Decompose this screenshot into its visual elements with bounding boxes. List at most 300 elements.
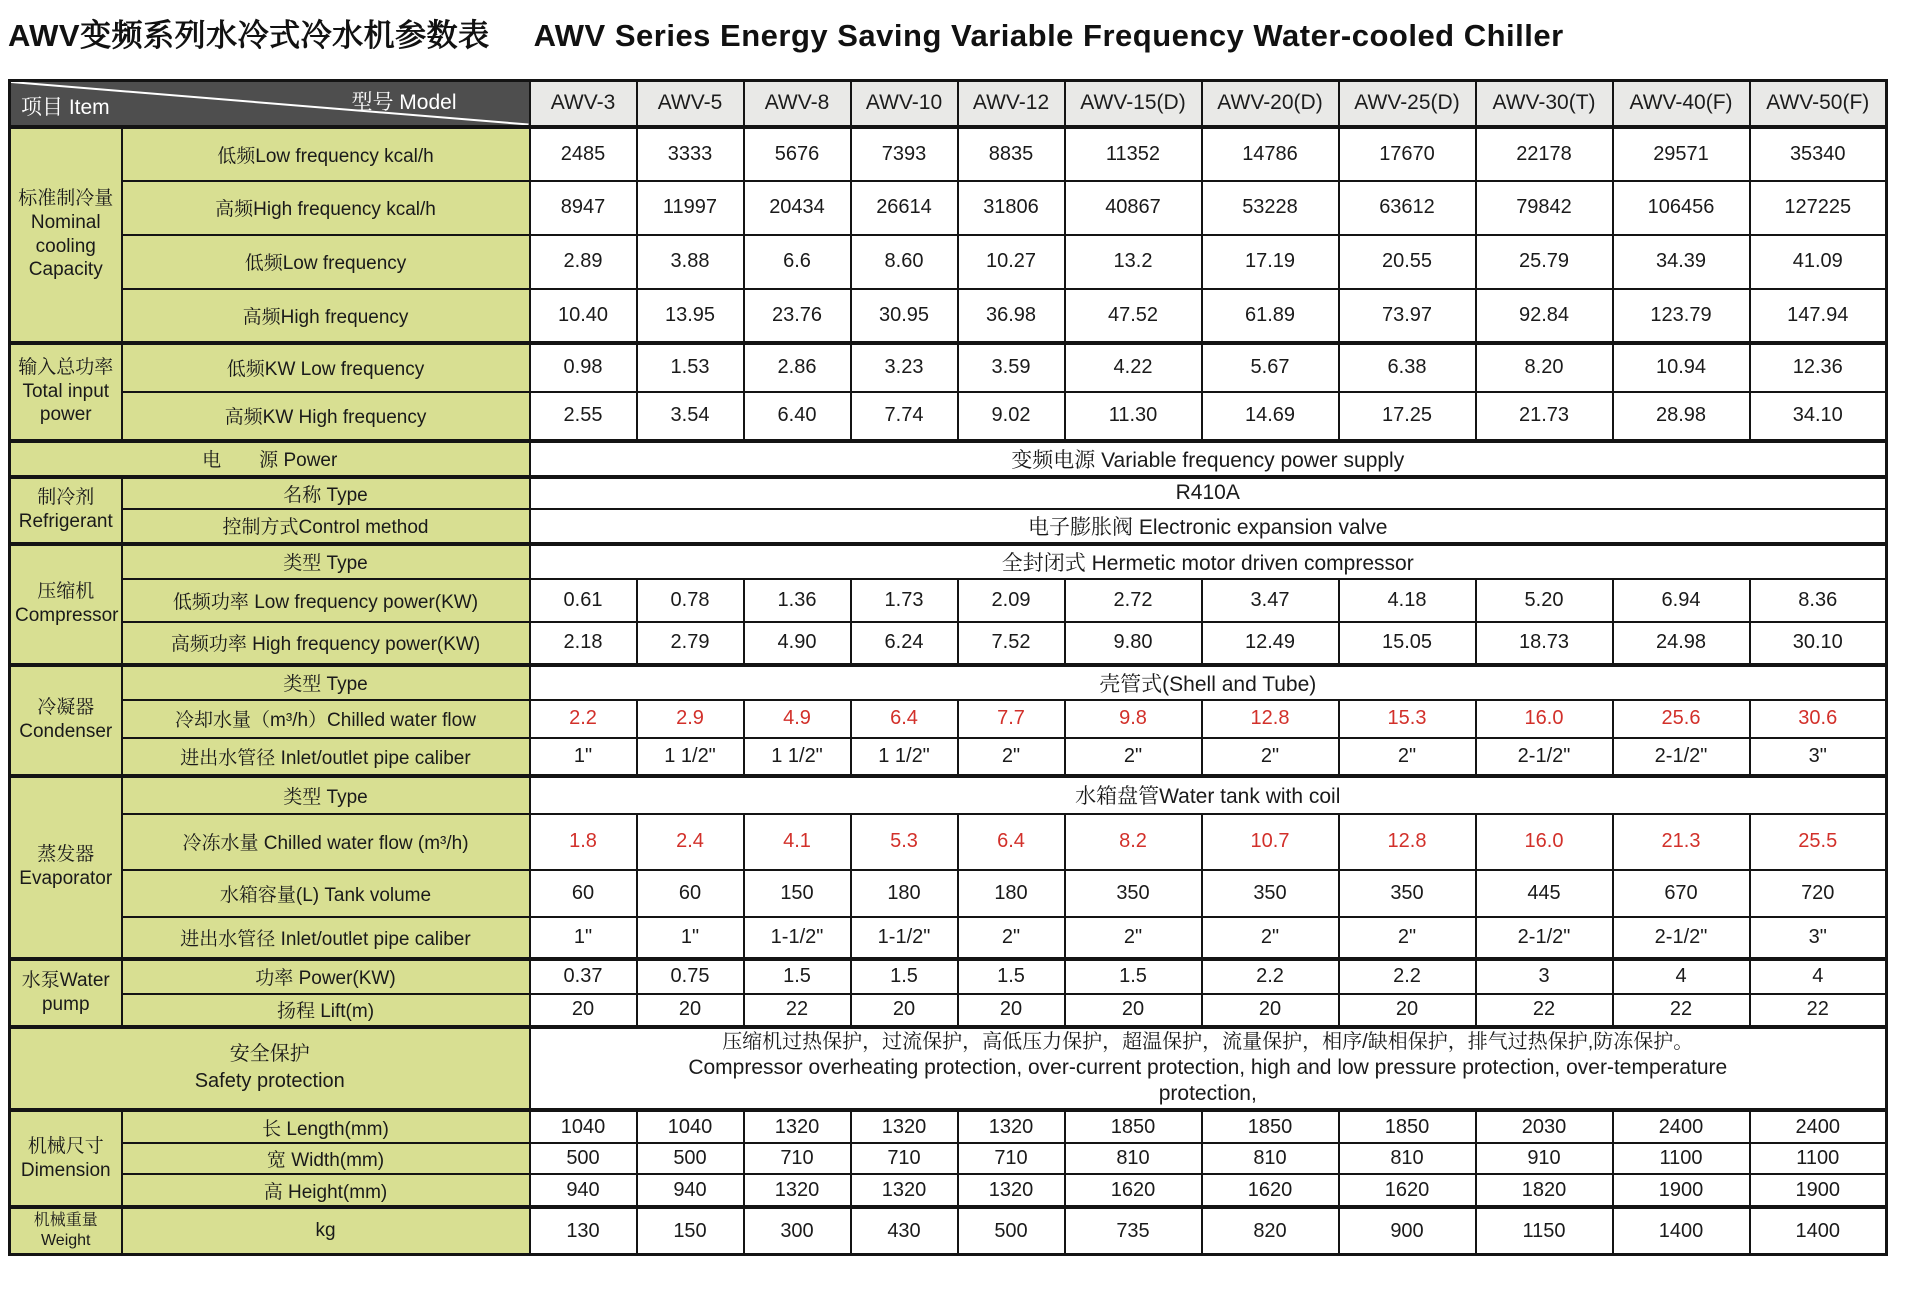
value-cell-lf_kw-5: 4.22 xyxy=(1065,343,1202,392)
value-cell-dim_l-3: 1320 xyxy=(851,1110,958,1143)
value-cell-weight-3: 430 xyxy=(851,1207,958,1255)
table-row xyxy=(10,235,1887,289)
value-cell-cond_pipe-5: 2" xyxy=(1065,738,1202,776)
row-label-cell: 类型 Type xyxy=(122,776,530,814)
value-cell-lf_kcal-0: 2485 xyxy=(530,127,637,181)
value-cell-dim_h-5: 1620 xyxy=(1065,1174,1202,1207)
row-label-cell: 高 Height(mm) xyxy=(122,1174,530,1207)
value-cell-evap_pipe-8: 2-1/2" xyxy=(1476,917,1613,959)
row-label-cell: 长 Length(mm) xyxy=(122,1110,530,1143)
safety-label-en: Safety protection xyxy=(194,1070,345,1093)
value-cell-hf_kcal-7: 63612 xyxy=(1339,181,1476,235)
value-cell-comp_lf-2: 1.36 xyxy=(744,579,851,622)
value-cell-hf_kw-0: 2.55 xyxy=(530,392,637,441)
value-cell-evap_flow-2: 4.1 xyxy=(744,814,851,870)
model-header-cell: AWV-10 xyxy=(851,81,958,127)
model-header-cell: AWV-8 xyxy=(744,81,851,127)
table-row xyxy=(10,509,1887,544)
row-label-cell: 高频High frequency kcal/h xyxy=(122,181,530,235)
value-cell-dim_h-1: 940 xyxy=(637,1174,744,1207)
value-cell-comp_hf-2: 4.90 xyxy=(744,622,851,665)
value-cell-hf_cap-1: 13.95 xyxy=(637,289,744,343)
value-cell-lf_kw-8: 8.20 xyxy=(1476,343,1613,392)
table-row xyxy=(10,1027,1887,1111)
value-cell-pump_power-9: 4 xyxy=(1613,959,1750,994)
value-cell-dim_l-4: 1320 xyxy=(958,1110,1065,1143)
value-cell-pump_lift-3: 20 xyxy=(851,994,958,1027)
value-cell-lf_cap-9: 34.39 xyxy=(1613,235,1750,289)
page-title xyxy=(8,10,1920,55)
value-cell-evap_pipe-10: 3" xyxy=(1750,917,1887,959)
value-cell-hf_kw-9: 28.98 xyxy=(1613,392,1750,441)
value-cell-lf_kw-0: 0.98 xyxy=(530,343,637,392)
table-row xyxy=(10,181,1887,235)
row-label-cell: 高频KW High frequency xyxy=(122,392,530,441)
table-row xyxy=(10,870,1887,917)
table-row xyxy=(10,814,1887,870)
value-cell-lf_kcal-10: 35340 xyxy=(1750,127,1887,181)
value-cell-dim_w-1: 500 xyxy=(637,1143,744,1174)
value-cell-cond_flow-8: 16.0 xyxy=(1476,700,1613,738)
value-cell-lf_cap-6: 17.19 xyxy=(1202,235,1339,289)
value-cell-weight-9: 1400 xyxy=(1613,1207,1750,1255)
row-label-cell: 进出水管径 Inlet/outlet pipe caliber xyxy=(122,917,530,959)
table-row xyxy=(10,477,1887,509)
value-cell-evap_flow-0: 1.8 xyxy=(530,814,637,870)
category-cell-dimension: 机械尺寸 Dimension xyxy=(10,1110,122,1207)
row-label-cell: 低频KW Low frequency xyxy=(122,343,530,392)
row-label-cell: kg xyxy=(122,1207,530,1255)
category-cell-compressor: 压缩机 Compressor xyxy=(10,544,122,665)
value-cell-comp_hf-10: 30.10 xyxy=(1750,622,1887,665)
value-cell-evap_pipe-7: 2" xyxy=(1339,917,1476,959)
table-row xyxy=(10,441,1887,477)
row-label-cell: 高频功率 High frequency power(KW) xyxy=(122,622,530,665)
value-cell-evap_tank-9: 670 xyxy=(1613,870,1750,917)
category-cell-weight: 机械重量Weight xyxy=(10,1207,122,1255)
span-value-cell: 全封闭式 Hermetic motor driven compressor xyxy=(530,544,1887,579)
value-cell-hf_kcal-4: 31806 xyxy=(958,181,1065,235)
value-cell-lf_kcal-5: 11352 xyxy=(1065,127,1202,181)
table-row xyxy=(10,622,1887,665)
table-row xyxy=(10,289,1887,343)
value-cell-comp_lf-1: 0.78 xyxy=(637,579,744,622)
row-label-cell-power: 电 源 Power xyxy=(10,441,530,477)
row-label-cell: 水箱容量(L) Tank volume xyxy=(122,870,530,917)
value-cell-cond_pipe-6: 2" xyxy=(1202,738,1339,776)
row-label-cell: 类型 Type xyxy=(122,544,530,579)
row-label-cell: 冷冻水量 Chilled water flow (m³/h) xyxy=(122,814,530,870)
row-label-cell: 冷却水量（m³/h）Chilled water flow xyxy=(122,700,530,738)
value-cell-dim_l-0: 1040 xyxy=(530,1110,637,1143)
value-cell-hf_kw-3: 7.74 xyxy=(851,392,958,441)
category-cell-condenser: 冷凝器 Condenser xyxy=(10,665,122,776)
value-cell-hf_kw-4: 9.02 xyxy=(958,392,1065,441)
value-cell-lf_kcal-9: 29571 xyxy=(1613,127,1750,181)
table-row xyxy=(10,700,1887,738)
value-cell-hf_cap-2: 23.76 xyxy=(744,289,851,343)
value-cell-comp_lf-6: 3.47 xyxy=(1202,579,1339,622)
value-cell-evap_flow-7: 12.8 xyxy=(1339,814,1476,870)
corner-header-cell xyxy=(10,81,530,127)
value-cell-pump_power-0: 0.37 xyxy=(530,959,637,994)
value-cell-dim_w-8: 910 xyxy=(1476,1143,1613,1174)
model-header-cell: AWV-40(F) xyxy=(1613,81,1750,127)
table-row xyxy=(10,127,1887,181)
value-cell-lf_kw-10: 12.36 xyxy=(1750,343,1887,392)
model-header-cell: AWV-25(D) xyxy=(1339,81,1476,127)
table-row xyxy=(10,579,1887,622)
value-cell-comp_lf-4: 2.09 xyxy=(958,579,1065,622)
value-cell-hf_kcal-2: 20434 xyxy=(744,181,851,235)
value-cell-weight-10: 1400 xyxy=(1750,1207,1887,1255)
table-row xyxy=(10,392,1887,441)
value-cell-dim_h-2: 1320 xyxy=(744,1174,851,1207)
value-cell-cond_pipe-0: 1" xyxy=(530,738,637,776)
value-cell-hf_cap-3: 30.95 xyxy=(851,289,958,343)
value-cell-dim_h-8: 1820 xyxy=(1476,1174,1613,1207)
value-cell-evap_pipe-6: 2" xyxy=(1202,917,1339,959)
category-cell-capacity: 标准制冷量 Nominal cooling Capacity xyxy=(10,127,122,343)
value-cell-evap_flow-6: 10.7 xyxy=(1202,814,1339,870)
row-label-cell: 高频High frequency xyxy=(122,289,530,343)
value-cell-cond_flow-4: 7.7 xyxy=(958,700,1065,738)
table-row xyxy=(10,994,1887,1027)
value-cell-cond_pipe-9: 2-1/2" xyxy=(1613,738,1750,776)
span-value-cell: 变频电源 Variable frequency power supply xyxy=(530,441,1887,477)
value-cell-cond_flow-2: 4.9 xyxy=(744,700,851,738)
category-cell-pump: 水泵Water pump xyxy=(10,959,122,1027)
value-cell-pump_lift-7: 20 xyxy=(1339,994,1476,1027)
value-cell-cond_pipe-10: 3" xyxy=(1750,738,1887,776)
value-cell-evap_flow-5: 8.2 xyxy=(1065,814,1202,870)
value-cell-hf_cap-7: 73.97 xyxy=(1339,289,1476,343)
row-label-cell: 功率 Power(KW) xyxy=(122,959,530,994)
model-header-cell: AWV-15(D) xyxy=(1065,81,1202,127)
value-cell-lf_cap-2: 6.6 xyxy=(744,235,851,289)
value-cell-dim_h-0: 940 xyxy=(530,1174,637,1207)
value-cell-comp_hf-8: 18.73 xyxy=(1476,622,1613,665)
value-cell-pump_lift-6: 20 xyxy=(1202,994,1339,1027)
value-cell-comp_hf-9: 24.98 xyxy=(1613,622,1750,665)
row-label-cell: 宽 Width(mm) xyxy=(122,1143,530,1174)
value-cell-lf_cap-7: 20.55 xyxy=(1339,235,1476,289)
value-cell-evap_flow-8: 16.0 xyxy=(1476,814,1613,870)
value-cell-comp_lf-8: 5.20 xyxy=(1476,579,1613,622)
value-cell-evap_tank-2: 150 xyxy=(744,870,851,917)
value-cell-hf_kcal-8: 79842 xyxy=(1476,181,1613,235)
value-cell-pump_power-7: 2.2 xyxy=(1339,959,1476,994)
value-cell-lf_kw-6: 5.67 xyxy=(1202,343,1339,392)
value-cell-comp_lf-9: 6.94 xyxy=(1613,579,1750,622)
value-cell-lf_cap-1: 3.88 xyxy=(637,235,744,289)
value-cell-lf_cap-10: 41.09 xyxy=(1750,235,1887,289)
category-cell-evaporator: 蒸发器 Evaporator xyxy=(10,776,122,959)
value-cell-pump_power-6: 2.2 xyxy=(1202,959,1339,994)
value-cell-hf_cap-5: 47.52 xyxy=(1065,289,1202,343)
value-cell-hf_kw-2: 6.40 xyxy=(744,392,851,441)
value-cell-dim_w-0: 500 xyxy=(530,1143,637,1174)
value-cell-pump_power-10: 4 xyxy=(1750,959,1887,994)
value-cell-weight-1: 150 xyxy=(637,1207,744,1255)
value-cell-weight-0: 130 xyxy=(530,1207,637,1255)
value-cell-dim_l-7: 1850 xyxy=(1339,1110,1476,1143)
value-cell-lf_kw-9: 10.94 xyxy=(1613,343,1750,392)
value-cell-lf_kw-7: 6.38 xyxy=(1339,343,1476,392)
value-cell-lf_kcal-7: 17670 xyxy=(1339,127,1476,181)
value-cell-dim_h-3: 1320 xyxy=(851,1174,958,1207)
header-row xyxy=(10,81,1887,127)
model-header-label: 型号 Model xyxy=(351,91,457,114)
value-cell-pump_power-1: 0.75 xyxy=(637,959,744,994)
value-cell-evap_tank-1: 60 xyxy=(637,870,744,917)
value-cell-evap_tank-3: 180 xyxy=(851,870,958,917)
safety-text-en2: protection, xyxy=(1158,1081,1257,1105)
table-row xyxy=(10,959,1887,994)
page-title-en: AWV Series Energy Saving Variable Frequency Water-cooled Chiller xyxy=(533,18,1564,53)
value-cell-hf_kw-7: 17.25 xyxy=(1339,392,1476,441)
value-cell-lf_cap-8: 25.79 xyxy=(1476,235,1613,289)
value-cell-evap_pipe-9: 2-1/2" xyxy=(1613,917,1750,959)
value-cell-comp_lf-3: 1.73 xyxy=(851,579,958,622)
value-cell-pump_lift-1: 20 xyxy=(637,994,744,1027)
value-cell-hf_kcal-5: 40867 xyxy=(1065,181,1202,235)
row-label-cell: 控制方式Control method xyxy=(122,509,530,544)
value-cell-hf_kw-6: 14.69 xyxy=(1202,392,1339,441)
safety-text-cell xyxy=(530,1027,1887,1111)
value-cell-hf_kw-5: 11.30 xyxy=(1065,392,1202,441)
table-row xyxy=(10,544,1887,579)
value-cell-hf_cap-8: 92.84 xyxy=(1476,289,1613,343)
row-label-cell: 扬程 Lift(m) xyxy=(122,994,530,1027)
page-title-zh: AWV变频系列水冷式冷水机参数表 xyxy=(8,18,490,53)
spec-table xyxy=(8,79,1888,1256)
value-cell-evap_tank-6: 350 xyxy=(1202,870,1339,917)
value-cell-weight-7: 900 xyxy=(1339,1207,1476,1255)
value-cell-evap_flow-10: 25.5 xyxy=(1750,814,1887,870)
value-cell-cond_pipe-2: 1 1/2" xyxy=(744,738,851,776)
value-cell-evap_tank-7: 350 xyxy=(1339,870,1476,917)
value-cell-dim_l-6: 1850 xyxy=(1202,1110,1339,1143)
value-cell-cond_flow-1: 2.9 xyxy=(637,700,744,738)
value-cell-hf_kw-8: 21.73 xyxy=(1476,392,1613,441)
value-cell-pump_lift-5: 20 xyxy=(1065,994,1202,1027)
value-cell-evap_flow-9: 21.3 xyxy=(1613,814,1750,870)
span-value-cell: 水箱盘管Water tank with coil xyxy=(530,776,1887,814)
model-header-cell: AWV-30(T) xyxy=(1476,81,1613,127)
row-label-cell: 低频Low frequency xyxy=(122,235,530,289)
value-cell-cond_flow-5: 9.8 xyxy=(1065,700,1202,738)
table-row xyxy=(10,1174,1887,1207)
category-cell-safety xyxy=(10,1027,530,1111)
value-cell-pump_power-5: 1.5 xyxy=(1065,959,1202,994)
value-cell-cond_pipe-1: 1 1/2" xyxy=(637,738,744,776)
value-cell-lf_kcal-2: 5676 xyxy=(744,127,851,181)
value-cell-dim_l-9: 2400 xyxy=(1613,1110,1750,1143)
value-cell-cond_flow-10: 30.6 xyxy=(1750,700,1887,738)
value-cell-comp_lf-7: 4.18 xyxy=(1339,579,1476,622)
value-cell-hf_kcal-6: 53228 xyxy=(1202,181,1339,235)
value-cell-evap_tank-5: 350 xyxy=(1065,870,1202,917)
value-cell-lf_cap-5: 13.2 xyxy=(1065,235,1202,289)
value-cell-comp_lf-5: 2.72 xyxy=(1065,579,1202,622)
value-cell-weight-8: 1150 xyxy=(1476,1207,1613,1255)
value-cell-lf_kcal-3: 7393 xyxy=(851,127,958,181)
value-cell-comp_hf-7: 15.05 xyxy=(1339,622,1476,665)
value-cell-dim_l-1: 1040 xyxy=(637,1110,744,1143)
value-cell-cond_flow-6: 12.8 xyxy=(1202,700,1339,738)
value-cell-dim_h-6: 1620 xyxy=(1202,1174,1339,1207)
value-cell-pump_lift-10: 22 xyxy=(1750,994,1887,1027)
value-cell-comp_hf-3: 6.24 xyxy=(851,622,958,665)
value-cell-evap_pipe-1: 1" xyxy=(637,917,744,959)
value-cell-evap_pipe-2: 1-1/2" xyxy=(744,917,851,959)
value-cell-hf_kcal-3: 26614 xyxy=(851,181,958,235)
value-cell-lf_kcal-1: 3333 xyxy=(637,127,744,181)
value-cell-dim_w-10: 1100 xyxy=(1750,1143,1887,1174)
value-cell-comp_lf-0: 0.61 xyxy=(530,579,637,622)
value-cell-evap_pipe-5: 2" xyxy=(1065,917,1202,959)
value-cell-evap_flow-4: 6.4 xyxy=(958,814,1065,870)
value-cell-lf_kw-4: 3.59 xyxy=(958,343,1065,392)
value-cell-lf_kw-3: 3.23 xyxy=(851,343,958,392)
value-cell-cond_pipe-7: 2" xyxy=(1339,738,1476,776)
value-cell-dim_w-5: 810 xyxy=(1065,1143,1202,1174)
value-cell-comp_hf-6: 12.49 xyxy=(1202,622,1339,665)
row-label-cell: 名称 Type xyxy=(122,477,530,509)
safety-text-zh: 压缩机过热保护，过流保护，高低压力保护，超温保护，流量保护，相序/缺相保护，排气过热保护,防冻保护。 xyxy=(722,1030,1694,1053)
value-cell-hf_kcal-9: 106456 xyxy=(1613,181,1750,235)
value-cell-dim_w-4: 710 xyxy=(958,1143,1065,1174)
value-cell-lf_kcal-8: 22178 xyxy=(1476,127,1613,181)
value-cell-lf_kcal-4: 8835 xyxy=(958,127,1065,181)
table-row xyxy=(10,343,1887,392)
row-label-cell: 低频功率 Low frequency power(KW) xyxy=(122,579,530,622)
value-cell-evap_pipe-0: 1" xyxy=(530,917,637,959)
value-cell-evap_flow-1: 2.4 xyxy=(637,814,744,870)
value-cell-pump_lift-8: 22 xyxy=(1476,994,1613,1027)
value-cell-hf_kcal-0: 8947 xyxy=(530,181,637,235)
table-row xyxy=(10,1143,1887,1174)
value-cell-evap_flow-3: 5.3 xyxy=(851,814,958,870)
value-cell-pump_power-8: 3 xyxy=(1476,959,1613,994)
value-cell-dim_h-4: 1320 xyxy=(958,1174,1065,1207)
value-cell-hf_kw-1: 3.54 xyxy=(637,392,744,441)
row-label-cell: 类型 Type xyxy=(122,665,530,700)
value-cell-lf_cap-4: 10.27 xyxy=(958,235,1065,289)
value-cell-comp_hf-4: 7.52 xyxy=(958,622,1065,665)
value-cell-hf_kcal-10: 127225 xyxy=(1750,181,1887,235)
model-header-cell: AWV-50(F) xyxy=(1750,81,1887,127)
span-value-cell: R410A xyxy=(530,477,1887,509)
value-cell-hf_cap-4: 36.98 xyxy=(958,289,1065,343)
safety-label-zh: 安全保护 xyxy=(229,1043,310,1066)
model-header-cell: AWV-12 xyxy=(958,81,1065,127)
value-cell-hf_cap-6: 61.89 xyxy=(1202,289,1339,343)
value-cell-dim_w-2: 710 xyxy=(744,1143,851,1174)
value-cell-comp_hf-1: 2.79 xyxy=(637,622,744,665)
value-cell-cond_flow-7: 15.3 xyxy=(1339,700,1476,738)
value-cell-lf_cap-0: 2.89 xyxy=(530,235,637,289)
value-cell-cond_flow-9: 25.6 xyxy=(1613,700,1750,738)
value-cell-comp_hf-5: 9.80 xyxy=(1065,622,1202,665)
value-cell-dim_h-10: 1900 xyxy=(1750,1174,1887,1207)
table-row xyxy=(10,776,1887,814)
value-cell-weight-5: 735 xyxy=(1065,1207,1202,1255)
model-header-cell: AWV-5 xyxy=(637,81,744,127)
category-cell-refrigerant: 制冷剂 Refrigerant xyxy=(10,477,122,544)
value-cell-dim_l-5: 1850 xyxy=(1065,1110,1202,1143)
table-row xyxy=(10,917,1887,959)
value-cell-evap_pipe-4: 2" xyxy=(958,917,1065,959)
value-cell-hf_cap-0: 10.40 xyxy=(530,289,637,343)
value-cell-dim_l-10: 2400 xyxy=(1750,1110,1887,1143)
value-cell-pump_lift-9: 22 xyxy=(1613,994,1750,1027)
value-cell-dim_h-9: 1900 xyxy=(1613,1174,1750,1207)
value-cell-dim_w-3: 710 xyxy=(851,1143,958,1174)
value-cell-dim_w-9: 1100 xyxy=(1613,1143,1750,1174)
value-cell-dim_h-7: 1620 xyxy=(1339,1174,1476,1207)
span-value-cell: 电子膨胀阀 Electronic expansion valve xyxy=(530,509,1887,544)
value-cell-pump_lift-4: 20 xyxy=(958,994,1065,1027)
value-cell-lf_cap-3: 8.60 xyxy=(851,235,958,289)
value-cell-weight-4: 500 xyxy=(958,1207,1065,1255)
row-label-cell: 低频Low frequency kcal/h xyxy=(122,127,530,181)
value-cell-evap_tank-4: 180 xyxy=(958,870,1065,917)
value-cell-evap_tank-8: 445 xyxy=(1476,870,1613,917)
row-label-cell: 进出水管径 Inlet/outlet pipe caliber xyxy=(122,738,530,776)
safety-text-en1: Compressor overheating protection, over-current protection, high and low pressure protection, over-temperature xyxy=(688,1055,1728,1079)
value-cell-evap_tank-0: 60 xyxy=(530,870,637,917)
value-cell-lf_kw-1: 1.53 xyxy=(637,343,744,392)
value-cell-dim_w-6: 810 xyxy=(1202,1143,1339,1174)
value-cell-cond_flow-3: 6.4 xyxy=(851,700,958,738)
value-cell-hf_cap-10: 147.94 xyxy=(1750,289,1887,343)
value-cell-dim_l-2: 1320 xyxy=(744,1110,851,1143)
value-cell-pump_lift-0: 20 xyxy=(530,994,637,1027)
value-cell-cond_pipe-8: 2-1/2" xyxy=(1476,738,1613,776)
value-cell-dim_w-7: 810 xyxy=(1339,1143,1476,1174)
table-row xyxy=(10,1207,1887,1255)
value-cell-pump_power-2: 1.5 xyxy=(744,959,851,994)
table-row xyxy=(10,1110,1887,1143)
value-cell-dim_l-8: 2030 xyxy=(1476,1110,1613,1143)
value-cell-pump_power-3: 1.5 xyxy=(851,959,958,994)
value-cell-cond_pipe-3: 1 1/2" xyxy=(851,738,958,776)
value-cell-hf_cap-9: 123.79 xyxy=(1613,289,1750,343)
value-cell-comp_lf-10: 8.36 xyxy=(1750,579,1887,622)
table-row xyxy=(10,738,1887,776)
value-cell-evap_pipe-3: 1-1/2" xyxy=(851,917,958,959)
value-cell-hf_kcal-1: 11997 xyxy=(637,181,744,235)
value-cell-lf_kw-2: 2.86 xyxy=(744,343,851,392)
value-cell-pump_power-4: 1.5 xyxy=(958,959,1065,994)
value-cell-weight-2: 300 xyxy=(744,1207,851,1255)
value-cell-evap_tank-10: 720 xyxy=(1750,870,1887,917)
category-cell-input-power: 输入总功率 Total input power xyxy=(10,343,122,441)
value-cell-hf_kw-10: 34.10 xyxy=(1750,392,1887,441)
value-cell-comp_hf-0: 2.18 xyxy=(530,622,637,665)
value-cell-cond_pipe-4: 2" xyxy=(958,738,1065,776)
model-header-cell: AWV-3 xyxy=(530,81,637,127)
table-row xyxy=(10,665,1887,700)
value-cell-lf_kcal-6: 14786 xyxy=(1202,127,1339,181)
item-header-label: 项目 Item xyxy=(21,95,110,119)
span-value-cell: 壳管式(Shell and Tube) xyxy=(530,665,1887,700)
value-cell-pump_lift-2: 22 xyxy=(744,994,851,1027)
value-cell-cond_flow-0: 2.2 xyxy=(530,700,637,738)
value-cell-weight-6: 820 xyxy=(1202,1207,1339,1255)
